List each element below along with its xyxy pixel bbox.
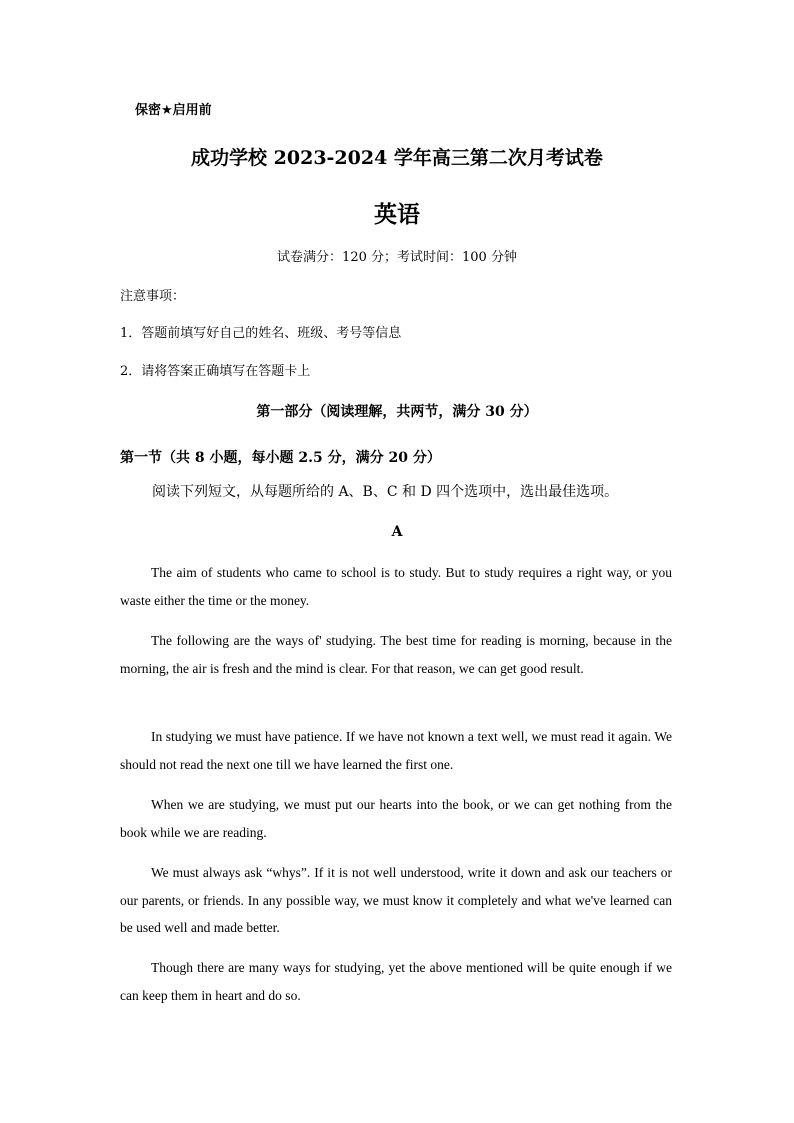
passage-paragraph: In studying we must have patience. If we have not known a text well, we must read it again. We should not read the next one till we have learned the first one. xyxy=(120,729,672,772)
notice-item: 2．请将答案正确填写在答题卡上 xyxy=(120,364,311,379)
section-heading: 第一节（共 8 小题，每小题 2.5 分，满分 20 分） xyxy=(120,450,441,466)
passage-paragraph: The following are the ways of' studying. The best time for reading is morning, because in the morning, the air is fresh and the mind is clear. For that reason, we can get good result. xyxy=(120,633,672,676)
passage-label: A xyxy=(391,524,403,540)
passage-paragraph: We must always ask “whys”. If it is not well understood, write it down and ask our teachers or our parents, or friends. In any possible way, we must know it completely and what we've learned can be used well and made better. xyxy=(120,865,672,935)
exam-info: 试卷满分：120 分；考试时间：100 分钟 xyxy=(277,250,517,265)
notice-item: 1．答题前填写好自己的姓名、班级、考号等信息 xyxy=(120,326,402,341)
section-instruction: 阅读下列短文，从每题所给的 A、B、C 和 D 四个选项中，选出最佳选项。 xyxy=(152,484,619,500)
confidential-mark: 保密★启用前 xyxy=(135,103,212,118)
exam-title: 成功学校 2023-2024 学年高三第二次月考试卷 xyxy=(191,147,603,169)
passage-paragraph: When we are studying, we must put our hearts into the book, or we can get nothing from the book while we are reading. xyxy=(120,797,672,840)
notice-heading: 注意事项： xyxy=(120,289,186,304)
passage-paragraph: Though there are many ways for studying, yet the above mentioned will be quite enough if we can keep them in heart and do so. xyxy=(120,960,672,1003)
passage-paragraph: The aim of students who came to school is to study. But to study requires a right way, or you waste either the time or the money. xyxy=(120,565,672,608)
part-heading: 第一部分（阅读理解，共两节，满分 30 分） xyxy=(256,404,538,420)
subject-title: 英语 xyxy=(374,202,420,228)
